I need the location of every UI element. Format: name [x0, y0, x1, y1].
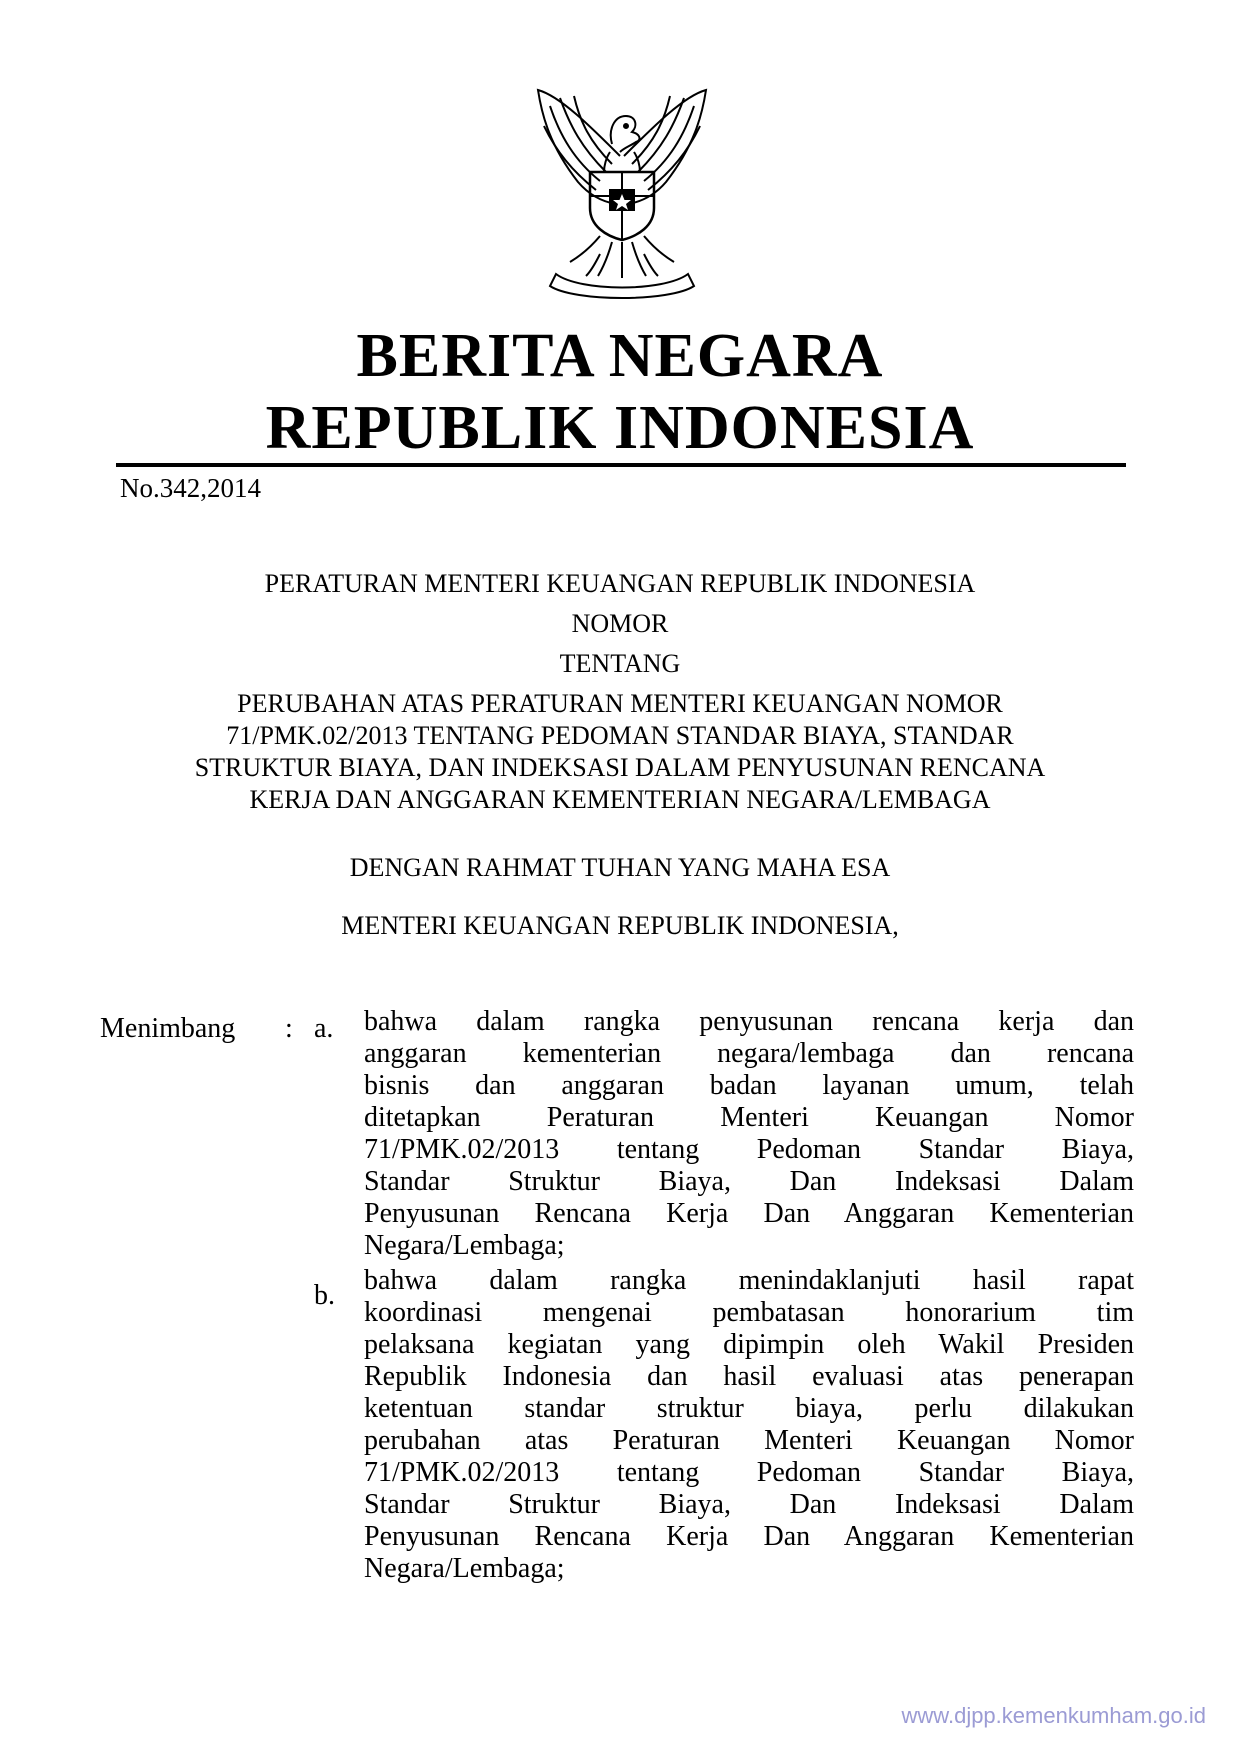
consideration-line: bahwa dalam rangka penyusunan rencana kerja dan: [364, 1006, 1134, 1037]
consideration-line: bisnis dan anggaran badan layanan umum, telah: [364, 1070, 1134, 1101]
garuda-emblem-icon: [520, 86, 724, 304]
consideration-mark-b: b.: [314, 1280, 335, 1311]
consideration-line: pelaksana kegiatan yang dipimpin oleh Wakil Presiden: [364, 1329, 1134, 1360]
consideration-line: koordinasi mengenai pembatasan honorarium tim: [364, 1297, 1134, 1328]
regulation-heading: PERATURAN MENTERI KEUANGAN REPUBLIK INDONESIA: [264, 569, 976, 598]
source-website-link[interactable]: www.djpp.kemenkumham.go.id: [901, 1703, 1206, 1728]
consideration-line: Negara/Lembaga;: [364, 1230, 565, 1261]
regulation-title-line: PERUBAHAN ATAS PERATURAN MENTERI KEUANGAN NOMOR: [237, 689, 1003, 718]
regulation-title-line: 71/PMK.02/2013 TENTANG PEDOMAN STANDAR BIAYA, STANDAR: [226, 721, 1014, 750]
consideration-line: Negara/Lembaga;: [364, 1553, 565, 1584]
gazette-number: No.342,2014: [120, 473, 261, 503]
consideration-line: ketentuan standar struktur biaya, perlu dilakukan: [364, 1393, 1134, 1424]
regulation-nomor: NOMOR: [571, 609, 669, 638]
consideration-item-a: [364, 1006, 1134, 1262]
consideration-line: Republik Indonesia dan hasil evaluasi atas penerapan: [364, 1361, 1134, 1392]
consideration-mark-a: a.: [314, 1013, 334, 1044]
regulation-title-line: KERJA DAN ANGGARAN KEMENTERIAN NEGARA/LEMBAGA: [249, 785, 991, 814]
consideration-line: Penyusunan Rencana Kerja Dan Anggaran Kementerian: [364, 1198, 1134, 1229]
regulation-tentang: TENTANG: [559, 649, 681, 678]
minister-line: MENTERI KEUANGAN REPUBLIK INDONESIA,: [341, 911, 899, 940]
considerations-colon: :: [285, 1013, 293, 1044]
consideration-line: Penyusunan Rencana Kerja Dan Anggaran Kementerian: [364, 1521, 1134, 1552]
masthead-title: BERITA NEGARA: [356, 322, 884, 390]
consideration-line: Standar Struktur Biaya, Dan Indeksasi Dalam: [364, 1489, 1134, 1520]
consideration-line: 71/PMK.02/2013 tentang Pedoman Standar Biaya,: [364, 1457, 1134, 1488]
masthead-divider: [116, 463, 1126, 467]
considerations-label: Menimbang: [100, 1013, 236, 1044]
blessing-line: DENGAN RAHMAT TUHAN YANG MAHA ESA: [349, 853, 891, 882]
consideration-line: Standar Struktur Biaya, Dan Indeksasi Dalam: [364, 1166, 1134, 1197]
consideration-line: perubahan atas Peraturan Menteri Keuangan Nomor: [364, 1425, 1134, 1456]
consideration-item-b: [364, 1265, 1134, 1585]
masthead-subtitle: REPUBLIK INDONESIA: [265, 394, 975, 462]
consideration-line: anggaran kementerian negara/lembaga dan rencana: [364, 1038, 1134, 1069]
consideration-line: ditetapkan Peraturan Menteri Keuangan Nomor: [364, 1102, 1134, 1133]
consideration-line: bahwa dalam rangka menindaklanjuti hasil rapat: [364, 1265, 1134, 1296]
regulation-title-line: STRUKTUR BIAYA, DAN INDEKSASI DALAM PENYUSUNAN RENCANA: [194, 753, 1046, 782]
consideration-line: 71/PMK.02/2013 tentang Pedoman Standar Biaya,: [364, 1134, 1134, 1165]
